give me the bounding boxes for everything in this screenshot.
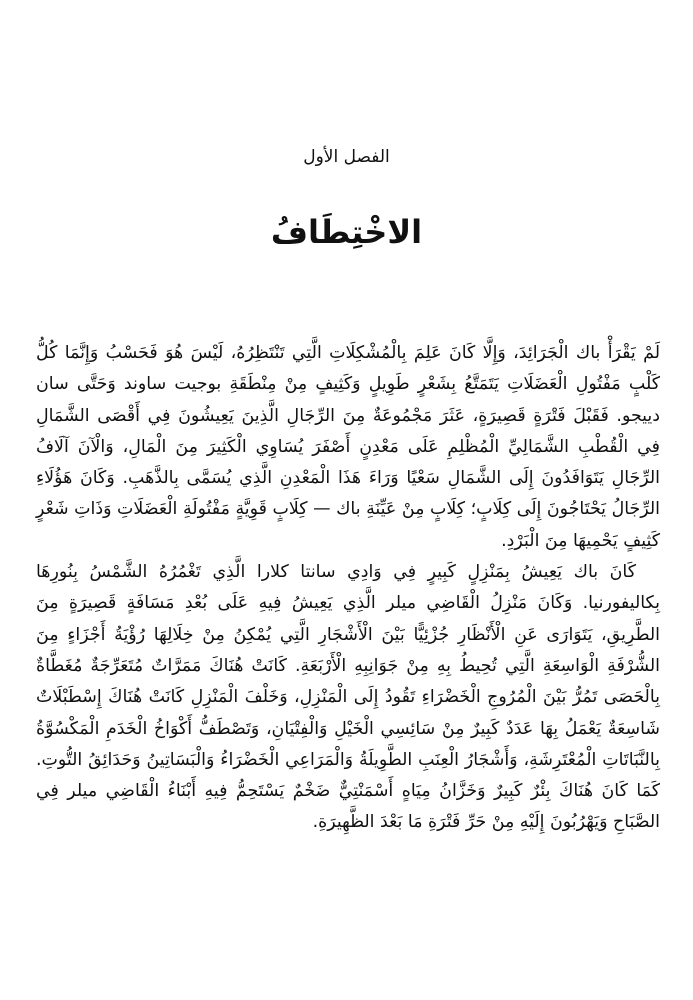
paragraph: لَمْ يَقْرَأْ باك الْجَرَائِدَ، وَإِلَّا كَانَ عَلِمَ بِالْمُشْكِلَاتِ الَّتِي تَنْتَظِرُهُ، لَيْسَ هُوَ فَحَسْبُ وَإِنَّمَا كُلُّ كَلْبٍ مَفْتُولِ الْعَضَلَاتِ يَتَمَتَّعُ بِشَعْرٍ طَوِيلٍ وَكَثِيفٍ مِنْ مِنْطَقَةِ بوجيت ساوند وَحَتَّى سان دييجو. فَقَبْلَ فَتْرَةٍ قَصِيرَةٍ، عَثَرَ مَجْمُوعَةٌ مِنَ الرِّجَالِ الَّذِينَ يَعِيشُونَ فِي أَقْصَى الشَّمَالِ فِي الْقُطْبِ الشَّمَالِيِّ الْمُظْلِمِ عَلَى مَعْدِنٍ أَصْفَرَ يُسَاوِي الْكَثِيرَ مِنَ الْمَالِ، وَالْآنَ آلَافُ الرِّجَالِ يَتَوَافَدُونَ إِلَى الشَّمَالِ سَعْيًا وَرَاءَ هَذَا الْمَعْدِنِ الَّذِي يُسَمَّى بِالذَّهَبِ. وَكَانَ هَؤُلَاءِ الرِّجَالُ يَحْتَاجُونَ إِلَى كِلَابٍ؛ كِلَابٍ مِنْ عَيِّنَةِ باك — كِلَابٍ قَوِيَّةٍ مَفْتُولَةِ الْعَضَلَاتِ وَذَاتِ شَعْرٍ كَثِيفٍ يَحْمِيهَا مِنَ الْبَرْدِ. xyxy=(36,343,660,551)
chapter-body xyxy=(36,338,660,839)
chapter-label: الفصل الأول xyxy=(303,147,390,167)
paragraph: كَانَ باك يَعِيشُ بِمَنْزِلٍ كَبِيرٍ فِي وَادِي سانتا كلارا الَّذِي تَغْمُرُهُ الشَّمْسُ بِنُورِهَا بِكاليفورنيا. وَكَانَ مَنْزِلُ الْقَاضِي ميلر الَّذِي يَعِيشُ فِيهِ عَلَى بُعْدِ مَسَافَةٍ قَصِيرَةٍ مِنَ الطَّرِيقِ، يَتَوَارَى عَنِ الْأَنْظَارِ جُزْئِيًّا بَيْنَ الْأَشْجَارِ الَّتِي يُمْكِنُ مِنْ خِلَالِهَا رُؤْيَةُ أَجْزَاءٍ مِنَ الشُّرْفَةِ الْوَاسِعَةِ الَّتِي تُحِيطُ بِهِ مِنْ جَوَانِبِهِ الْأَرْبَعَةِ. كَانَتْ هُنَاكَ مَمَرَّاتٌ مُتَعَرِّجَةٌ مُغَطَّاةٌ بِالْحَصَى تَمُرُّ بَيْنَ الْمُرُوجِ الْخَضْرَاءِ تَقُودُ إِلَى الْمَنْزِلِ، وَخَلْفَ الْمَنْزِلِ كَانَتْ هُنَاكَ إِسْطَبْلَاتٌ شَاسِعَةٌ يَعْمَلُ بِهَا عَدَدٌ كَبِيرٌ مِنْ سَائِسِي الْخَيْلِ وَالْفِتْيَانِ، وَتَصْطَفُّ أَكْوَاخُ الْخَدَمِ الْمَكْسُوَّةُ بِالنَّبَاتَاتِ الْمُعْتَرِشَةِ، وَأَشْجَارُ الْعِنَبِ الطَّوِيلَةُ وَالْمَرَاعِي الْخَضْرَاءُ وَالْبَسَاتِينُ وَحَدَائِقُ التُّوتِ. كَمَا كَانَ هُنَاكَ بِئْرٌ كَبِيرٌ وَخَزَّانُ مِيَاهٍ أَسْمَنْتِيٌّ ضَخْمٌ يَسْتَحِمُّ فِيهِ أَبْنَاءُ الْقَاضِي ميلر فِي الصَّبَاحِ وَيَهْرُبُونَ إِلَيْهِ مِنْ حَرِّ فَتْرَةِ مَا بَعْدَ الظَّهِيرَةِ. xyxy=(36,562,660,833)
chapter-title: الاخْتِطَافُ xyxy=(270,213,423,251)
